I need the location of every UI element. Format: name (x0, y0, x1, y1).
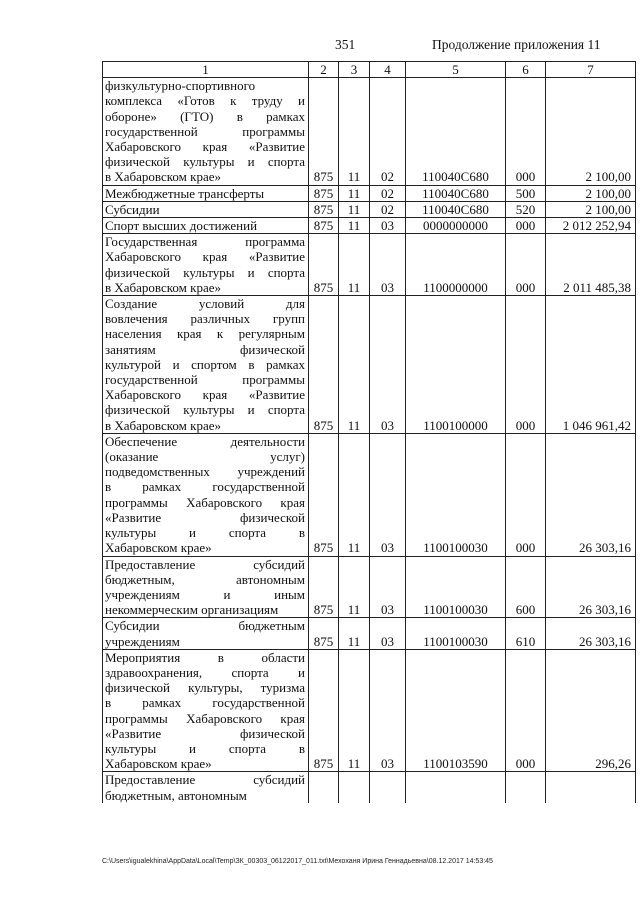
column-number: 5 (406, 62, 506, 78)
code-admin: 875 (309, 185, 339, 201)
description-line: обороне» (ГТО) в рамках (105, 108, 305, 124)
code-subsection: 03 (370, 296, 406, 434)
code-section: 11 (339, 201, 370, 217)
column-number: 7 (546, 62, 636, 78)
code-admin: 875 (309, 234, 339, 296)
code-subsection: 03 (370, 433, 406, 556)
code-section (339, 772, 370, 803)
code-admin: 875 (309, 649, 339, 772)
amount: 2 012 252,94 (546, 218, 636, 234)
code-expense-type: 000 (506, 433, 546, 556)
code-admin (309, 772, 339, 803)
code-target-article: 1100100030 (406, 618, 506, 649)
description-line: комплекса «Готов к труду и (105, 93, 305, 109)
description-line: подведомственных учреждений (105, 464, 305, 480)
code-section: 11 (339, 649, 370, 772)
description-line: Хабаровском крае» (105, 540, 212, 556)
description-line: физической культуры и спорта (105, 402, 305, 418)
description-line: культурой и спортом в рамках (105, 356, 305, 372)
column-number: 1 (103, 62, 309, 78)
code-admin: 875 (309, 78, 339, 185)
amount: 26 303,16 (546, 618, 636, 649)
code-subsection: 02 (370, 185, 406, 201)
description-line: Создание условий для (105, 296, 305, 312)
amount (546, 772, 636, 803)
code-expense-type: 500 (506, 185, 546, 201)
description-line: культуры и спорта в (105, 740, 305, 756)
description-line: Хабаровского края «Развитие (105, 387, 305, 403)
description-line: в Хабаровском крае» (105, 279, 222, 295)
description-line: физической культуры и спорта (105, 264, 305, 280)
amount: 1 046 961,42 (546, 296, 636, 434)
code-admin: 875 (309, 296, 339, 434)
description-line: бюджетным, автономным (105, 571, 305, 587)
table-row (103, 218, 636, 234)
row-description (103, 649, 309, 772)
description-line: в рамках государственной (105, 695, 305, 711)
page-number: 351 (335, 37, 356, 52)
code-target-article (406, 772, 506, 803)
description-line: Государственная программа (105, 234, 305, 250)
column-number: 3 (339, 62, 370, 78)
description-line: бюджетным, автономным (105, 787, 247, 803)
row-description (103, 185, 309, 201)
table-row (103, 234, 636, 296)
description-line: Межбюджетные трансферты (105, 185, 265, 201)
code-subsection (370, 772, 406, 803)
code-target-article: 1100000000 (406, 234, 506, 296)
table-row (103, 618, 636, 649)
description-line: здравоохранения, спорта и (105, 664, 305, 680)
budget-table (102, 61, 636, 803)
code-expense-type: 000 (506, 218, 546, 234)
table-row (103, 201, 636, 217)
code-target-article: 110040С680 (406, 201, 506, 217)
description-line: Обеспечение деятельности (105, 433, 305, 449)
code-section: 11 (339, 78, 370, 185)
code-expense-type: 600 (506, 556, 546, 618)
code-target-article: 110040С680 (406, 185, 506, 201)
column-number: 4 (370, 62, 406, 78)
description-line: Хабаровском крае» (105, 756, 212, 772)
description-line: учреждениям (105, 633, 180, 649)
code-expense-type: 610 (506, 618, 546, 649)
table-row (103, 433, 636, 556)
row-description (103, 218, 309, 234)
code-target-article: 1100100000 (406, 296, 506, 434)
description-line: физической культуры и спорта (105, 154, 305, 170)
description-line: в Хабаровском крае» (105, 169, 222, 185)
code-section: 11 (339, 433, 370, 556)
code-subsection: 03 (370, 618, 406, 649)
description-line: программы Хабаровского края (105, 494, 305, 510)
table-row (103, 185, 636, 201)
description-line: государственной программы (105, 372, 305, 388)
code-target-article: 1100103590 (406, 649, 506, 772)
row-description (103, 772, 309, 803)
code-section: 11 (339, 234, 370, 296)
row-description (103, 618, 309, 649)
column-number-row (103, 62, 636, 78)
table-row (103, 649, 636, 772)
table-row (103, 78, 636, 185)
description-line: физической культуры, туризма (105, 680, 305, 696)
code-section: 11 (339, 296, 370, 434)
column-number: 2 (309, 62, 339, 78)
code-target-article: 0000000000 (406, 218, 506, 234)
row-description (103, 296, 309, 434)
description-line: населения края к регулярным (105, 326, 305, 342)
description-line: в Хабаровском крае» (105, 417, 222, 433)
description-line: (оказание услуг) (105, 449, 305, 465)
code-subsection: 03 (370, 234, 406, 296)
description-line: Хабаровского края «Развитие (105, 249, 305, 265)
budget-table-body (103, 62, 636, 803)
code-expense-type: 000 (506, 649, 546, 772)
page-header (0, 37, 640, 57)
table-row (103, 556, 636, 618)
code-admin: 875 (309, 218, 339, 234)
code-target-article: 110040С680 (406, 78, 506, 185)
code-section: 11 (339, 556, 370, 618)
code-expense-type: 520 (506, 201, 546, 217)
table-row (103, 296, 636, 434)
code-subsection: 03 (370, 218, 406, 234)
amount: 2 100,00 (546, 185, 636, 201)
code-admin: 875 (309, 201, 339, 217)
code-admin: 875 (309, 433, 339, 556)
row-description (103, 556, 309, 618)
amount: 26 303,16 (546, 433, 636, 556)
description-line: культуры и спорта в (105, 525, 305, 541)
code-subsection: 03 (370, 649, 406, 772)
description-line: Предоставление субсидий (105, 556, 305, 572)
column-number: 6 (506, 62, 546, 78)
code-target-article: 1100100030 (406, 556, 506, 618)
description-line: Хабаровского края «Развитие (105, 139, 305, 155)
description-line: Субсидии бюджетным (105, 618, 305, 634)
code-section: 11 (339, 618, 370, 649)
code-admin: 875 (309, 618, 339, 649)
amount: 26 303,16 (546, 556, 636, 618)
amount: 2 100,00 (546, 201, 636, 217)
amount: 2 011 485,38 (546, 234, 636, 296)
code-expense-type: 000 (506, 234, 546, 296)
code-expense-type (506, 772, 546, 803)
row-description (103, 78, 309, 185)
description-line: Субсидии (105, 201, 160, 217)
amount: 2 100,00 (546, 78, 636, 185)
description-line: занятиям физической (105, 341, 305, 357)
file-path-footer: C:\Users\igualekhina\AppData\Local\Temp\ЗК_00303_06122017_011.txt\Мехоханя Ирина Геннадьевна\08.12.2017 14:53:45 (102, 858, 493, 865)
description-line: учреждениям и иным (105, 586, 305, 602)
code-subsection: 03 (370, 556, 406, 618)
description-line: «Развитие физической (105, 509, 305, 525)
row-description (103, 201, 309, 217)
row-description (103, 234, 309, 296)
code-section: 11 (339, 185, 370, 201)
code-expense-type: 000 (506, 78, 546, 185)
description-line: Спорт высших достижений (105, 218, 258, 234)
description-line: «Развитие физической (105, 725, 305, 741)
code-section: 11 (339, 218, 370, 234)
code-admin: 875 (309, 556, 339, 618)
description-line: в рамках государственной (105, 479, 305, 495)
amount: 296,26 (546, 649, 636, 772)
table-row (103, 772, 636, 803)
description-line: Предоставление субсидий (105, 772, 305, 788)
description-line: государственной программы (105, 123, 305, 139)
description-line: вовлечения различных групп (105, 311, 305, 327)
code-expense-type: 000 (506, 296, 546, 434)
description-line: некоммерческим организациям (105, 602, 279, 618)
description-line: физкультурно-спортивного (105, 78, 256, 94)
code-subsection: 02 (370, 201, 406, 217)
code-subsection: 02 (370, 78, 406, 185)
annex-title: Продолжение приложения 11 (432, 37, 601, 52)
description-line: Мероприятия в области (105, 649, 305, 665)
row-description (103, 433, 309, 556)
code-target-article: 1100100030 (406, 433, 506, 556)
description-line: программы Хабаровского края (105, 710, 305, 726)
